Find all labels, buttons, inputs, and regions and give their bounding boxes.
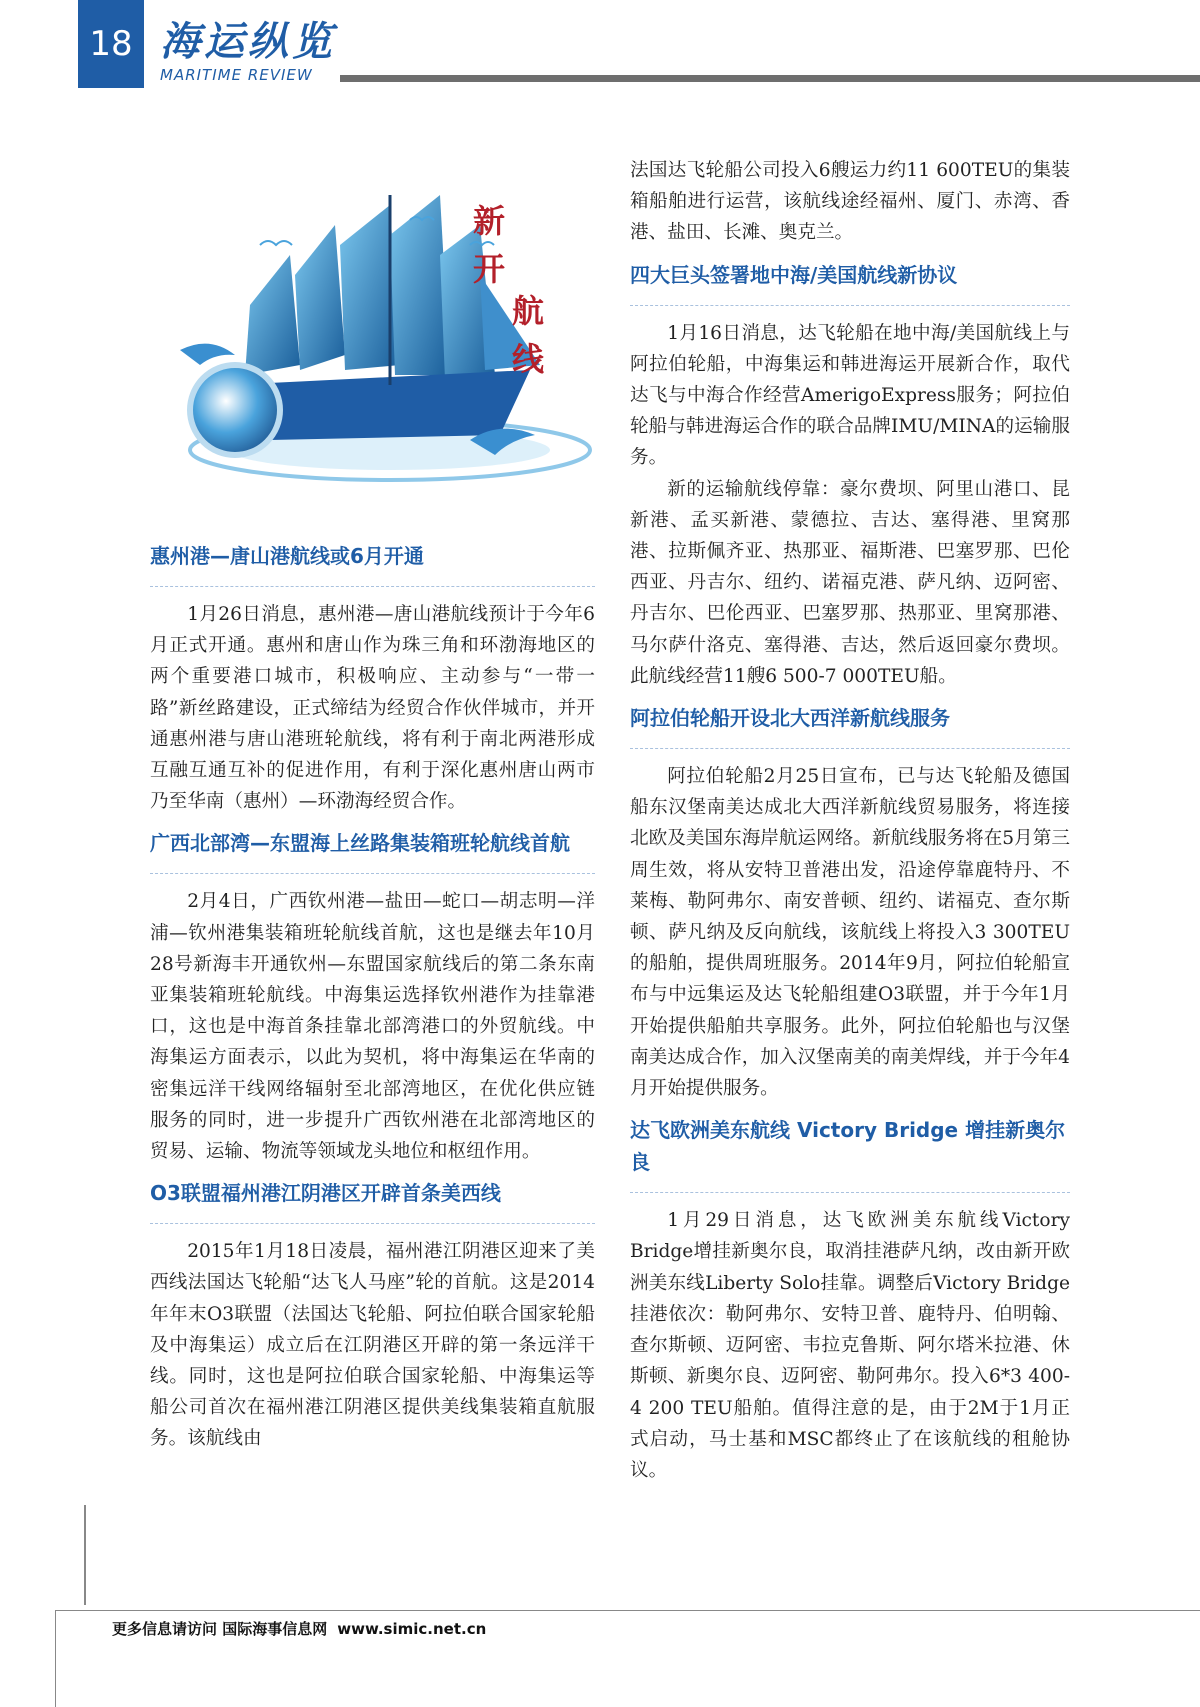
hero-char-2: 开 — [473, 250, 506, 288]
left-column — [150, 540, 595, 1455]
section-body-huizhou: 1月26日消息，惠州港—唐山港航线预计于今年6月正式开通。惠州和唐山作为珠三角和环渤海地区的两个重要港口城市，积极响应、主动参与“一带一路”新丝路建设，正式缔结为经贸合作伙伴城市，并开通惠州港与唐山港班轮航线，将有利于南北两港形成互融互通互补的促进作用，有利于深化惠州唐山两市乃至华南（惠州）—环渤海经贸合作。 — [150, 604, 595, 813]
section-head-box — [150, 827, 595, 874]
section-body-arab: 阿拉伯轮船2月25日宣布，已与达飞轮船及德国船东汉堡南美达成北大西洋新航线贸易服务，将连接北欧及美国东海岸航运网络。新航线服务将在5月第三周生效，将从安特卫普港出发，沿途停靠鹿特丹、不莱梅、勒阿弗尔、南安普顿、纽约、诺福克、查尔斯顿、萨凡纳及反向航线，该航线上将投入3 300TEU的船舶，提供周班服务。2014年9月，阿拉伯轮船宣布与中远集运及达飞轮船组建O3联盟，并于今年1月开始提供船舶共享服务。此外，阿拉伯轮船也与汉堡南美达成合作，加入汉堡南美的南美焊线，并于今年4月开始提供服务。 — [630, 766, 1070, 1100]
section-head-box — [150, 1177, 595, 1224]
section-head-box — [630, 702, 1070, 749]
hero-char-1: 新 — [473, 202, 506, 240]
section-title-huizhou: 惠州港—唐山港航线或6月开通 — [150, 544, 424, 568]
footer-url[interactable]: www.simic.net.cn — [337, 1620, 487, 1638]
section-body-four-giants-2: 新的运输航线停靠：豪尔费坝、阿里山港口、昆新港、孟买新港、蒙德拉、吉达、塞得港、里窝那港、拉斯佩齐亚、热那亚、福斯港、巴塞罗那、巴伦西亚、丹吉尔、纽约、诺福克港、萨凡纳、迈阿密、丹吉尔、巴伦西亚、巴塞罗那、热那亚、里窝那港、马尔萨什洛克、塞得港、吉达，然后返回豪尔费坝。此航线经营11艘6 500-7 000TEU船。 — [630, 478, 1070, 687]
left-margin-rule — [84, 1505, 86, 1605]
section-title-guangxi: 广西北部湾—东盟海上丝路集装箱班轮航线首航 — [150, 831, 570, 856]
globe — [190, 365, 280, 455]
seagull-1 — [260, 241, 292, 245]
section-title-arab: 阿拉伯轮船开设北大西洋新航线服务 — [630, 706, 950, 731]
section-head-box — [630, 259, 1070, 306]
section-title-victory-bridge: 达飞欧洲美东航线 Victory Bridge 增挂新奥尔良 — [630, 1118, 1066, 1175]
header-rule — [340, 75, 1200, 82]
section-body-victory-bridge: 1月29日消息，达飞欧洲美东航线Victory Bridge增挂新奥尔良，取消挂港萨凡纳，改由新开欧洲美东线Liberty Solo挂靠。调整后Victory Bridge挂港依次：勒阿弗尔、安特卫普、鹿特丹、伯明翰、查尔斯顿、迈阿密、韦拉克鲁斯、阿尔塔米拉港、休斯顿、新奥尔良、迈阿密、勒阿弗尔。投入6*3 400-4 200 TEU船舶。值得注意的是，由于2M于1月正式启动，马士基和MSC都终止了在该航线的租舱协议。 — [630, 1210, 1070, 1481]
right-column — [630, 155, 1070, 1486]
section-body-guangxi: 2月4日，广西钦州港—盐田—蛇口—胡志明—洋浦—钦州港集装箱班轮航线首航，这也是继去年10月28号新海丰开通钦州—东盟国家航线后的第二条东南亚集装箱班轮航线。中海集运选择钦州港作为挂靠港口，这也是中海首条挂靠北部湾港口的外贸航线。中海集运方面表示，以此为契机，将中海集运在华南的密集远洋干线网络辐射至北部湾地区，在优化供应链服务的同时，进一步提升广西钦州港在北部湾地区的贸易、运输、物流等领域龙头地位和枢纽作用。 — [150, 891, 595, 1163]
hero-illustration — [140, 195, 600, 530]
hero-char-4: 线 — [512, 340, 545, 378]
continuation-text: 法国达飞轮船公司投入6艘运力约11 600TEU的集装箱船舶进行运营，该航线途经福州、厦门、赤湾、香港、盐田、长滩、奥克兰。 — [630, 160, 1070, 244]
magazine-title: 海运纵览 — [160, 19, 336, 65]
hero-char-3: 航 — [512, 292, 545, 330]
section-head-box — [150, 540, 595, 587]
sail-4 — [390, 195, 450, 375]
page-number: 18 — [78, 0, 144, 88]
footer-rule — [55, 1610, 1200, 1611]
section-title-o3: O3联盟福州港江阴港区开辟首条美西线 — [150, 1181, 501, 1206]
section-head-box — [630, 1114, 1070, 1193]
magazine-subtitle: MARITIME REVIEW — [160, 66, 313, 84]
sail-2 — [295, 225, 345, 370]
section-body-o3: 2015年1月18日凌晨，福州港江阴港区迎来了美西线法国达飞轮船“达飞人马座”轮的首航。这是2014年年末O3联盟（法国达飞轮船、阿拉伯联合国家轮船及中海集运）成立后在江阴港区开辟的第一条远洋干线。同时，这也是阿拉伯联合国家轮船、中海集运等船公司首次在福州港江阴港区提供美线集装箱直航服务。该航线由 — [150, 1241, 595, 1450]
footer-label: 更多信息请访问 国际海事信息网 — [112, 1620, 328, 1638]
footer — [112, 1618, 486, 1639]
section-title-four-giants: 四大巨头签署地中海/美国航线新协议 — [630, 262, 958, 287]
section-body-four-giants-1: 1月16日消息，达飞轮船在地中海/美国航线上与阿拉伯轮船，中海集运和韩进海运开展新合作，取代达飞与中海合作经营AmerigoExpress服务；阿拉伯轮船与韩进海运合作的联合品牌IMU/MINA的运输服务。 — [630, 322, 1070, 469]
sail-1 — [245, 255, 300, 375]
footer-left-rule — [55, 1610, 56, 1707]
dolphin-left — [180, 344, 235, 365]
